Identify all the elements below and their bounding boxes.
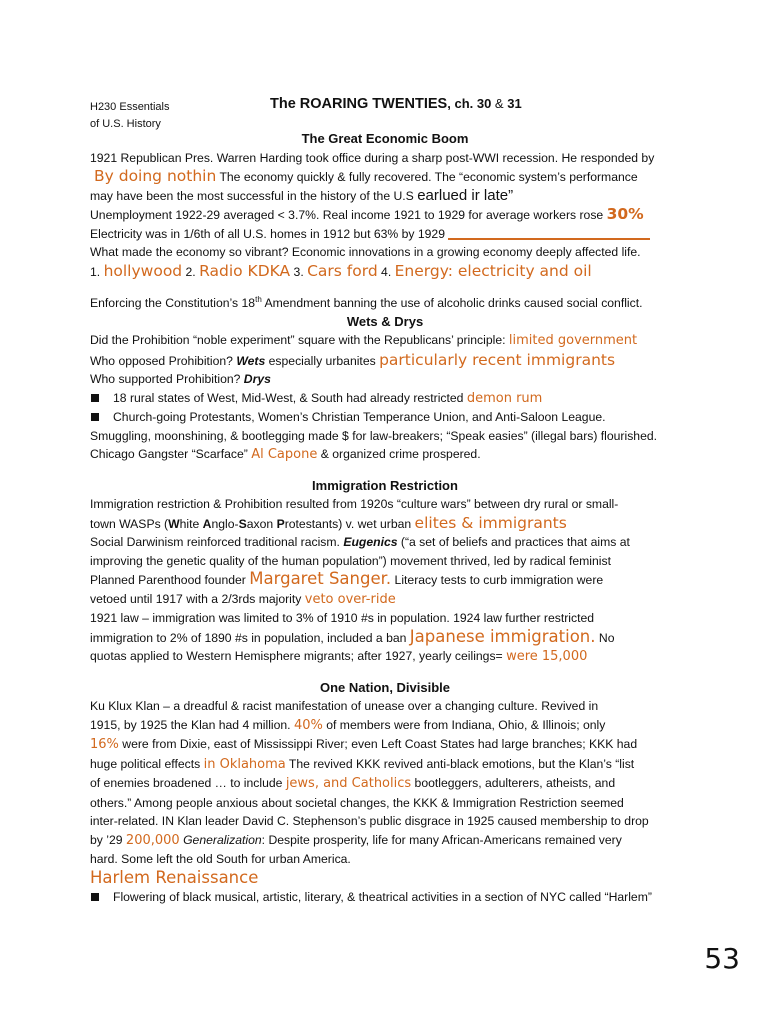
prohibition-line-4: Smuggling, moonshining, & bootlegging made $ for law-breakers; “Speak easies” (illegal bars) flourished. (90, 428, 658, 443)
answer-harlem: Harlem Renaissance (90, 867, 259, 887)
answer-innovation-3: Cars ford (307, 261, 378, 280)
answer-blank-line[interactable] (448, 226, 650, 240)
answer-republican-principle: limited government (508, 333, 638, 349)
answer-veto: veto over-ride (304, 591, 396, 607)
boom-line-6: What made the economy so vibrant? Economic innovations in a growing economy deeply affected life. (90, 245, 641, 259)
answer-membership-drop: 200,000 (125, 832, 180, 848)
answer-enemies: jews, and Catholics (285, 776, 412, 792)
boom-line-3: may have been the most successful in the history of the U.S earlued ir late” (90, 186, 514, 204)
answer-political-effects: in Oklahoma (203, 756, 286, 772)
prohibition-question-1: Did the Prohibition “noble experiment” square with the Republicans’ principle: limited government (90, 333, 638, 349)
title-amp: & (491, 96, 508, 111)
immigration-line-4: improving the genetic quality of the human population”) movement thrived, led by radical feminist (90, 553, 611, 568)
bullet-item: Flowering of black musical, artistic, literary, & theatrical activities in a section of NYC called “Harlem” (90, 888, 680, 907)
boom-line-5: Electricity was in 1/6th of all U.S. homes in 1912 but 63% by 1929 (90, 225, 680, 244)
answer-wets: particularly recent immigrants (379, 350, 616, 369)
immigration-line-1: Immigration restriction & Prohibition resulted from 1920s “culture wars” between dry rural or small- (90, 497, 619, 512)
course-line-2: of U.S. History (90, 118, 161, 130)
answer-innovation-4: Energy: electricity and oil (394, 261, 592, 280)
answer-ban: Japanese immigration. (409, 626, 596, 646)
prohibition-question-2: Who opposed Prohibition? Wets especially urbanites particularly recent immigrants (90, 350, 616, 369)
bullet-square-icon (91, 893, 99, 901)
section-heading-immigration: Immigration Restriction (312, 477, 458, 493)
answer-innovation-2: Radio KDKA (199, 261, 291, 280)
nation-line-9: hard. Some left the old South for urban America. (90, 852, 351, 867)
title-chapter-2: 31 (507, 96, 522, 111)
bullet-square-icon (91, 413, 99, 421)
immigration-line-2: town WASPs (White Anglo-Saxon Protestants) v. wet urban elites & immigrants (90, 513, 567, 532)
nation-line-4: huge political effects in Oklahoma The revived KKK revived anti-black emotions, but the Klan’s “list (90, 756, 635, 772)
boom-innovations-list: 1. hollywood 2. Radio KDKA 3. Cars ford 4. Energy: electricity and oil (90, 261, 592, 280)
bullet-square-icon (91, 394, 99, 402)
nation-harlem (90, 869, 680, 889)
section-heading-nation: One Nation, Divisible (319, 679, 451, 695)
answer-midwest-share: 40% (293, 717, 323, 733)
page-number: 53 (704, 942, 740, 975)
immigration-line-3: Social Darwinism reinforced traditional racism. Eugenics (“a set of beliefs and practices that aims at (90, 535, 630, 550)
bullet-item: Church-going Protestants, Women’s Christian Temperance Union, and Anti-Saloon League. (90, 408, 680, 427)
answer-demon-rum: demon rum (466, 390, 543, 406)
nation-line-2: 1915, by 1925 the Klan had 4 million. 40% of members were from Indiana, Ohio, & Illinois; only (90, 717, 606, 733)
answer-eugenics-leader: Margaret Sanger. (249, 569, 392, 589)
bullet-item: 18 rural states of West, Mid-West, & South had already restricted demon rum (90, 389, 680, 409)
worksheet-body (90, 96, 680, 907)
answer-gangster: Al Capone (251, 447, 318, 463)
nation-line-5: of enemies broadened … to include jews, and Catholics bootleggers, adulterers, atheists, and (90, 776, 616, 792)
section-heading-boom: The Great Economic Boom (301, 131, 469, 146)
boom-line-4: Unemployment 1922-29 averaged < 3.7%. Real income 1921 to 1929 for average workers rose 30% (90, 205, 644, 223)
prohibition-question-3: Who supported Prohibition? Drys (90, 372, 271, 387)
section-heading-wets-drys: Wets & Drys (346, 313, 424, 329)
answer-dixie-share: 16% (90, 737, 119, 753)
answer-ceilings: were 15,000 (506, 649, 588, 665)
immigration-line-5: Planned Parenthood founder Margaret Sanger. Literacy tests to curb immigration were (90, 569, 604, 589)
immigration-line-8: immigration to 2% of 1890 #s in population, included a ban Japanese immigration. No (90, 626, 615, 646)
prohibition-line-5: Chicago Gangster “Scarface” Al Capone & organized crime prospered. (90, 447, 481, 463)
title-main: The ROARING TWENTIES (270, 96, 448, 112)
title-chapter: , ch. 30 (447, 96, 492, 111)
boom-line-1: 1921 Republican Pres. Warren Harding took office during a sharp post-WWI recession. He responded by (90, 150, 655, 165)
nation-line-7: inter-related. IN Klan leader David C. Stephenson’s public disgrace in 1925 caused membership to drop (90, 814, 649, 829)
course-line-1: H230 Essentials (90, 101, 170, 113)
nation-line-8: by ’29 200,000 Generalization: Despite prosperity, life for many African-Americans remained very (90, 832, 622, 848)
nation-line-1: Ku Klux Klan – a dreadful & racist manifestation of unease over a changing culture. Revived in (90, 699, 599, 714)
answer-income-rise: 30% (606, 205, 644, 223)
answer-innovation-1: hollywood (103, 261, 183, 280)
immigration-line-6: vetoed until 1917 with a 2/3rds majority veto over-ride (90, 591, 396, 607)
immigration-line-7: 1921 law – immigration was limited to 3% of 1910 #s in population. 1924 law further restricted (90, 611, 595, 626)
nation-line-3: 16% were from Dixie, east of Mississippi River; even Left Coast States had large branches; KKK had (90, 737, 638, 753)
answer-culture-war-side: elites & immigrants (414, 513, 567, 532)
boom-line-2: By doing nothin The economy quickly & fully recovered. The “economic system’s performance (90, 167, 680, 187)
boom-quote-end: earlued ir late” (417, 186, 514, 204)
immigration-line-9: quotas applied to Western Hemisphere migrants; after 1927, yearly ceilings= were 15,000 (90, 649, 588, 665)
nation-line-6: others.” Among people anxious about societal changes, the KKK & Immigration Restriction seemed (90, 795, 624, 810)
prohibition-intro: Enforcing the Constitution’s 18th Amendment banning the use of alcoholic drinks caused social conflict. (90, 295, 643, 311)
answer-harding-response: By doing nothin (94, 167, 217, 185)
